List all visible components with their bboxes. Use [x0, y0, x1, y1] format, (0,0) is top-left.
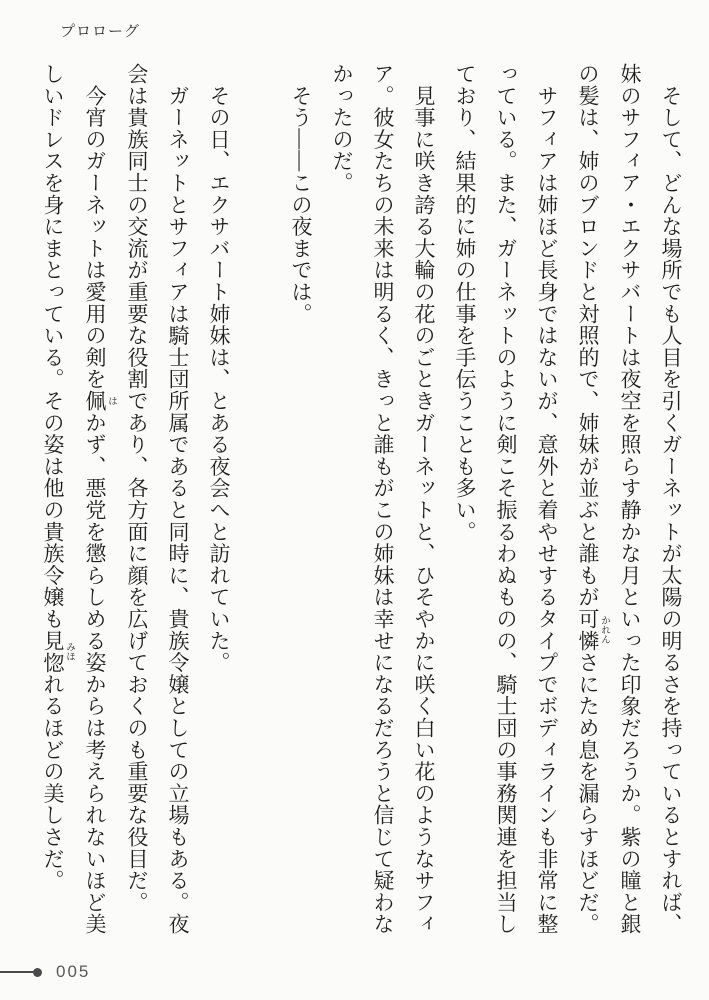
- text-line: ア。彼女たちの未来は明るく、きっと誰もがこの姉妹は幸せになるだろうと信じて疑わな: [371, 63, 395, 935]
- body-text: [32, 63, 691, 945]
- text-line: かったのだ。: [330, 63, 354, 194]
- text-line: 会は貴族同士の交流が重要な役割であり、各方面に顔を広げておくのも重要な役目だ。: [125, 63, 149, 914]
- text-line: ガーネットとサフィアは騎士団所属であると同時に、貴族令嬢としての立場もある。夜: [166, 63, 190, 935]
- page-number: 005: [56, 962, 91, 981]
- text-line: 今宵のガーネットは愛用の剣を佩 はかず、悪党を懲らしめる姿からは考えられないほど美: [83, 63, 116, 936]
- footer-rule: [0, 971, 34, 973]
- text-line: しいドレスを身にまとっている。その姿は他の貴族令嬢も見惚 みほれるほどの美しさだ。: [41, 63, 74, 892]
- text-line: サフィアは姉ほど長身ではないが、意外と着やせするタイプでボディラインも非常に整: [535, 63, 559, 935]
- text-line: そう――この夜までは。: [289, 63, 313, 325]
- running-header: プロローグ: [60, 24, 141, 40]
- page-footer: [0, 962, 90, 982]
- text-line: ており、結果的に姉の仕事を手伝うことも多い。: [453, 63, 477, 543]
- text-line: 妹のサフィア・エクサバートは夜空を照らす静かな月といった印象だろうか。紫の瞳と銀: [618, 63, 642, 935]
- text-line: っている。また、ガーネットのように剣こそ振るわぬものの、騎士団の事務関連を担当し: [494, 63, 518, 935]
- text-line: そして、どんな場所でも人目を引くガーネットが太陽の明るさを持っているとすれば、: [659, 63, 683, 935]
- text-line-blank: [239, 63, 280, 945]
- footer-dot-icon: [33, 968, 42, 977]
- text-line: 見事に咲き誇る大輪の花のごときガーネットと、ひそやかに咲く白い花のようなサフィ: [412, 63, 436, 935]
- text-line: その日、エクサバート姉妹は、とある夜会へと訪れていた。: [207, 63, 231, 674]
- text-line: の髪は、姉のブロンドと対照的で、姉妹が並ぶと誰もが可憐 かれんさにため息を漏らすほどだ。: [576, 63, 609, 936]
